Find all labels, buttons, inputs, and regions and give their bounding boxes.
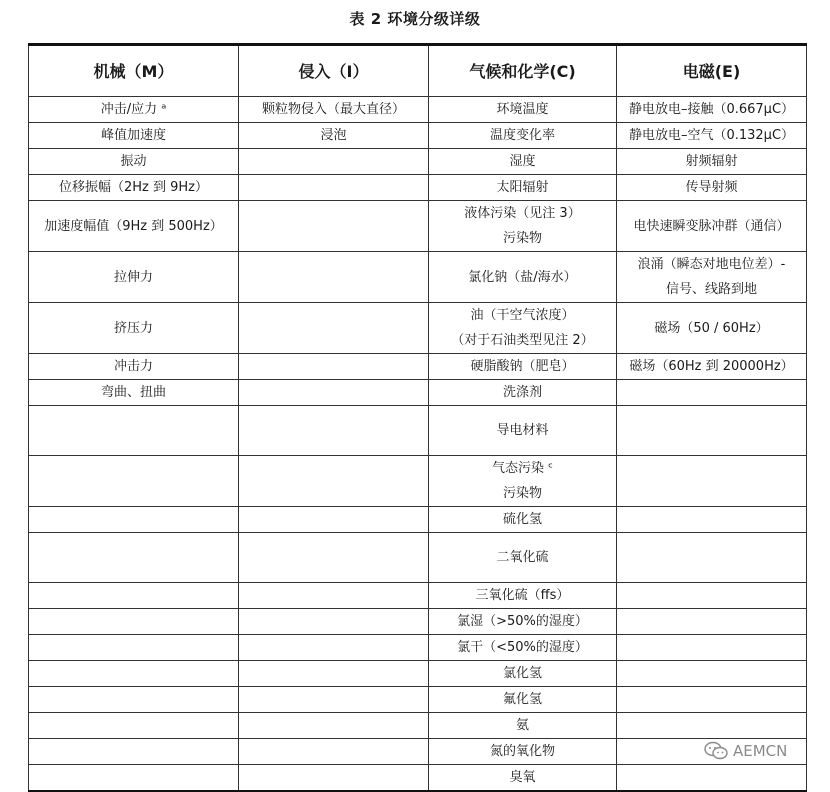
cell-mechanical [29, 380, 239, 406]
cell-electromagnetic [617, 687, 807, 713]
cell-electromagnetic [617, 507, 807, 533]
cell-electromagnetic [617, 406, 807, 456]
cell-text: 振动 [120, 154, 147, 169]
cell-climatic [429, 456, 617, 507]
environment-classification-table [28, 43, 807, 792]
cell-climatic [429, 149, 617, 175]
table-row [29, 635, 807, 661]
cell-text: 硬脂酸钠（肥皂） [470, 359, 575, 374]
cell-electromagnetic [617, 380, 807, 406]
cell-ingress [239, 97, 429, 123]
cell-electromagnetic [617, 661, 807, 687]
table-title: 表 2 环境分级详级 [349, 10, 481, 28]
cell-text: 弯曲、扭曲 [100, 385, 166, 400]
cell-climatic [429, 380, 617, 406]
cell-climatic [429, 406, 617, 456]
table-row [29, 609, 807, 635]
cell-text: 氯化钠（盐/海水） [468, 269, 577, 285]
cell-climatic [429, 123, 617, 149]
cell-mechanical [29, 456, 239, 507]
cell-text: 加速度幅值（9Hz 到 500Hz） [44, 218, 223, 234]
cell-text: 冲击/应力 ᵃ [100, 102, 167, 117]
cell-text: 磁场（50 / 60Hz） [654, 320, 769, 336]
cell-text: （对于石油类型见注 2） [451, 333, 594, 348]
cell-electromagnetic [617, 149, 807, 175]
cell-climatic [429, 609, 617, 635]
header-mechanical: 机械（M） [29, 45, 239, 97]
cell-ingress [239, 713, 429, 739]
cell-mechanical [29, 406, 239, 456]
watermark-text: AEMCN [733, 742, 788, 760]
cell-text: 污染物 [502, 486, 542, 501]
cell-electromagnetic [617, 713, 807, 739]
cell-text: 浸泡 [320, 128, 347, 143]
wechat-icon [703, 741, 729, 761]
cell-text: 液体污染（见注 3） [464, 206, 581, 221]
table-row [29, 252, 807, 303]
cell-electromagnetic [617, 252, 807, 303]
cell-mechanical [29, 765, 239, 792]
cell-climatic [429, 739, 617, 765]
cell-mechanical [29, 533, 239, 583]
cell-mechanical [29, 123, 239, 149]
cell-ingress [239, 507, 429, 533]
cell-text: 拉伸力 [113, 269, 153, 285]
cell-mechanical [29, 739, 239, 765]
cell-electromagnetic [617, 583, 807, 609]
cell-mechanical [29, 252, 239, 303]
cell-text: 颗粒物侵入（最大直径） [261, 102, 405, 117]
cell-ingress [239, 661, 429, 687]
cell-mechanical [29, 303, 239, 354]
table-row [29, 303, 807, 354]
cell-electromagnetic [617, 635, 807, 661]
cell-text: 传导射频 [685, 180, 738, 195]
cell-text: 峰值加速度 [100, 128, 166, 143]
cell-climatic [429, 303, 617, 354]
cell-climatic [429, 175, 617, 201]
cell-climatic [429, 97, 617, 123]
cell-text: 湿度 [509, 154, 536, 169]
cell-climatic [429, 661, 617, 687]
header-electromagnetic: 电磁(E) [617, 45, 807, 97]
table-row [29, 175, 807, 201]
cell-text: 磁场（60Hz 到 20000Hz） [629, 359, 794, 374]
cell-mechanical [29, 583, 239, 609]
cell-text: 油（干空气浓度） [470, 308, 575, 323]
table-row [29, 149, 807, 175]
cell-ingress [239, 380, 429, 406]
cell-text: 环境温度 [496, 102, 549, 117]
cell-text: 静电放电–空气（0.132μC） [628, 128, 795, 143]
table-row [29, 97, 807, 123]
cell-electromagnetic [617, 765, 807, 792]
table-row [29, 765, 807, 792]
cell-mechanical [29, 661, 239, 687]
cell-electromagnetic [617, 609, 807, 635]
cell-ingress [239, 739, 429, 765]
cell-climatic [429, 765, 617, 792]
cell-climatic [429, 713, 617, 739]
table-row [29, 507, 807, 533]
cell-text: 硫化氢 [502, 512, 542, 527]
cell-ingress [239, 583, 429, 609]
cell-electromagnetic [617, 175, 807, 201]
cell-electromagnetic [617, 533, 807, 583]
cell-mechanical [29, 175, 239, 201]
cell-text: 温度变化率 [489, 128, 555, 143]
cell-ingress [239, 303, 429, 354]
table-row [29, 661, 807, 687]
cell-mechanical [29, 354, 239, 380]
table-row [29, 380, 807, 406]
cell-electromagnetic [617, 97, 807, 123]
cell-text: 位移振幅（2Hz 到 9Hz） [58, 180, 208, 195]
cell-ingress [239, 765, 429, 792]
cell-text: 二氧化硫 [496, 550, 549, 565]
cell-climatic [429, 583, 617, 609]
table-row [29, 354, 807, 380]
cell-ingress [239, 406, 429, 456]
watermark [703, 741, 787, 761]
cell-ingress [239, 201, 429, 252]
table-row [29, 406, 807, 456]
cell-text: 静电放电–接触（0.667μC） [628, 102, 795, 117]
table-row [29, 456, 807, 507]
cell-climatic [429, 201, 617, 252]
cell-text: 臭氧 [509, 770, 536, 785]
cell-electromagnetic [617, 123, 807, 149]
cell-mechanical [29, 97, 239, 123]
cell-electromagnetic [617, 354, 807, 380]
cell-text: 氯湿（>50%的湿度） [457, 614, 588, 629]
cell-text: 洗涤剂 [502, 385, 542, 400]
cell-ingress [239, 123, 429, 149]
cell-text: 太阳辐射 [496, 180, 549, 195]
cell-climatic [429, 507, 617, 533]
cell-mechanical [29, 507, 239, 533]
cell-ingress [239, 175, 429, 201]
cell-mechanical [29, 713, 239, 739]
cell-text: 电快速瞬变脉冲群（通信） [633, 218, 790, 234]
table-row [29, 687, 807, 713]
header-row [29, 45, 807, 97]
cell-mechanical [29, 609, 239, 635]
cell-climatic [429, 252, 617, 303]
cell-ingress [239, 609, 429, 635]
cell-climatic [429, 687, 617, 713]
cell-mechanical [29, 149, 239, 175]
cell-electromagnetic [617, 201, 807, 252]
cell-text: 气态污染 ᶜ [492, 461, 553, 476]
cell-text: 射频辐射 [685, 154, 738, 169]
cell-text: 氯化氢 [502, 666, 542, 681]
cell-climatic [429, 533, 617, 583]
cell-text: 挤压力 [113, 320, 153, 336]
cell-ingress [239, 354, 429, 380]
table-row [29, 739, 807, 765]
table-row [29, 533, 807, 583]
cell-text: 信号、线路到地 [665, 282, 757, 297]
cell-electromagnetic [617, 303, 807, 354]
cell-ingress [239, 456, 429, 507]
cell-ingress [239, 635, 429, 661]
cell-electromagnetic [617, 456, 807, 507]
header-ingress: 侵入（I） [239, 45, 429, 97]
table-row [29, 123, 807, 149]
cell-text: 氟化氢 [502, 692, 542, 707]
cell-ingress [239, 533, 429, 583]
table-row [29, 201, 807, 252]
table-row [29, 583, 807, 609]
cell-ingress [239, 687, 429, 713]
cell-mechanical [29, 201, 239, 252]
cell-text: 冲击力 [113, 359, 153, 374]
cell-text: 浪涌（瞬态对地电位差）- [637, 257, 786, 272]
cell-ingress [239, 252, 429, 303]
cell-ingress [239, 149, 429, 175]
cell-text: 三氧化硫（ffs） [475, 588, 570, 603]
cell-mechanical [29, 687, 239, 713]
header-climatic-chemical: 气候和化学(C) [429, 45, 617, 97]
cell-climatic [429, 354, 617, 380]
cell-text: 污染物 [502, 231, 542, 246]
cell-text: 导电材料 [496, 423, 549, 438]
cell-text: 氮的氧化物 [489, 744, 555, 759]
cell-text: 氯干（<50%的湿度） [457, 640, 588, 655]
cell-climatic [429, 635, 617, 661]
cell-text: 氨 [515, 718, 529, 733]
table-row [29, 713, 807, 739]
cell-mechanical [29, 635, 239, 661]
